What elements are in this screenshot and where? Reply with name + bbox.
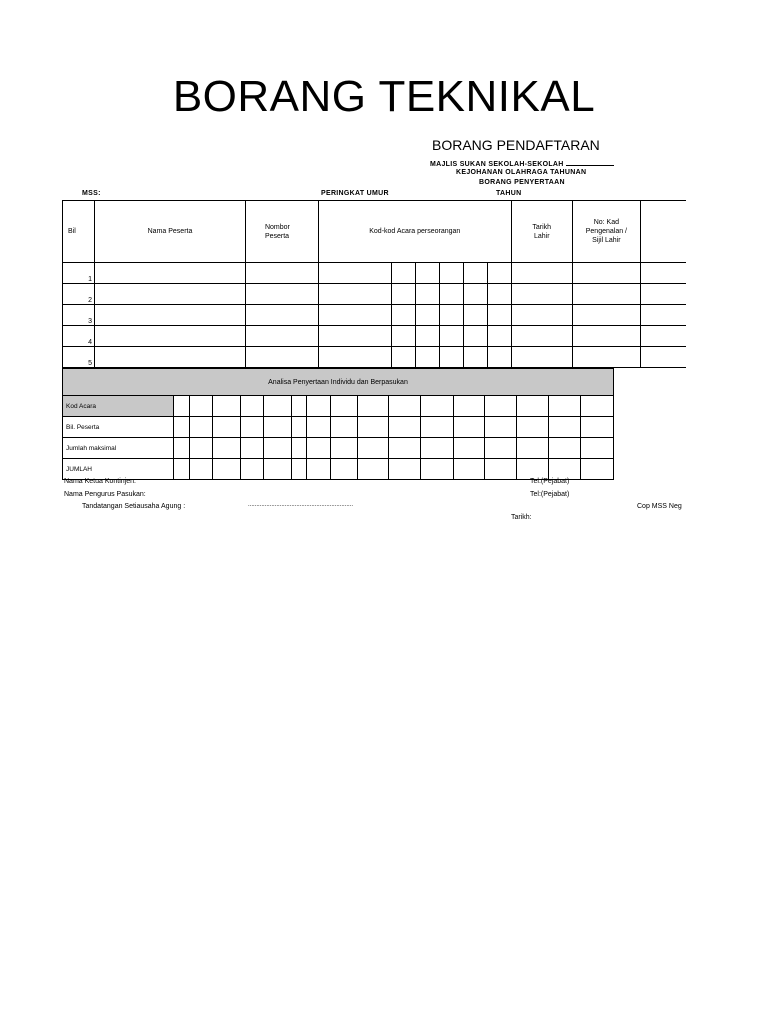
- tel-pejabat-2: Tel:(Pejabat): [530, 491, 570, 498]
- analisa-cell[interactable]: [421, 396, 454, 417]
- analisa-row-bil-peserta: [63, 417, 614, 438]
- nombor-cell[interactable]: [246, 347, 319, 368]
- tahun-label: TAHUN: [496, 190, 522, 197]
- kad-cell[interactable]: [572, 263, 640, 284]
- peringkat-umur-label: PERINGKAT UMUR: [321, 190, 389, 197]
- analisa-cell[interactable]: [240, 438, 263, 459]
- analisa-cell[interactable]: [549, 396, 581, 417]
- analisa-cell[interactable]: [549, 417, 581, 438]
- analisa-label: Bil. Peserta: [63, 417, 174, 438]
- analisa-cell[interactable]: [549, 438, 581, 459]
- nama-cell[interactable]: [94, 326, 245, 347]
- analisa-cell[interactable]: [581, 438, 614, 459]
- kod-cell[interactable]: [487, 263, 511, 284]
- kod-cell[interactable]: [463, 347, 487, 368]
- ketua-kontinjen-label: Nama Ketua Kontinjen:: [64, 478, 136, 485]
- analisa-cell[interactable]: [421, 459, 454, 480]
- analisa-cell[interactable]: [516, 417, 549, 438]
- analisa-cell[interactable]: [330, 417, 357, 438]
- tarikh-cell[interactable]: [511, 263, 572, 284]
- kod-cell[interactable]: [415, 305, 439, 326]
- row-number: 5: [63, 347, 95, 368]
- analisa-cell[interactable]: [189, 438, 212, 459]
- analisa-cell[interactable]: [174, 438, 190, 459]
- header-nama-peserta: Nama Peserta: [94, 201, 245, 263]
- kod-cell[interactable]: [318, 263, 391, 284]
- kod-cell[interactable]: [391, 347, 415, 368]
- kod-cell[interactable]: [391, 305, 415, 326]
- signature-dotted-line: ...............................................................: [248, 502, 354, 508]
- analisa-cell[interactable]: [516, 459, 549, 480]
- tarikh-cell[interactable]: [511, 347, 572, 368]
- kad-cell[interactable]: [572, 347, 640, 368]
- analisa-cell[interactable]: [189, 417, 212, 438]
- nama-cell[interactable]: [94, 263, 245, 284]
- analisa-cell[interactable]: [307, 438, 330, 459]
- borang-penyertaan-line: BORANG PENYERTAAN: [479, 179, 565, 186]
- extra-cell[interactable]: [640, 305, 686, 326]
- table-row: [63, 263, 687, 284]
- mss-label: MSS:: [82, 190, 101, 197]
- analisa-cell[interactable]: [581, 396, 614, 417]
- analisa-cell[interactable]: [213, 417, 240, 438]
- extra-cell[interactable]: [640, 326, 686, 347]
- analisa-cell[interactable]: [581, 417, 614, 438]
- form-subtitle: BORANG PENDAFTARAN: [432, 137, 600, 153]
- kod-cell[interactable]: [415, 347, 439, 368]
- kod-cell[interactable]: [487, 347, 511, 368]
- kad-cell[interactable]: [572, 305, 640, 326]
- kod-cell[interactable]: [463, 326, 487, 347]
- kod-cell[interactable]: [318, 305, 391, 326]
- analisa-cell[interactable]: [174, 396, 190, 417]
- analisa-cell[interactable]: [189, 396, 212, 417]
- analisa-label: JUMLAH: [63, 459, 174, 480]
- extra-cell[interactable]: [640, 263, 686, 284]
- analisa-cell[interactable]: [421, 438, 454, 459]
- analisa-cell[interactable]: [549, 459, 581, 480]
- analisa-row-jumlah: [63, 459, 614, 480]
- analisa-cell[interactable]: [174, 417, 190, 438]
- kejohanan-line: KEJOHANAN OLAHRAGA TAHUNAN: [456, 169, 587, 176]
- analisa-cell[interactable]: [292, 417, 307, 438]
- kod-cell[interactable]: [439, 305, 463, 326]
- analisa-cell[interactable]: [263, 417, 292, 438]
- header-kad-pengenalan: No: Kad Pengenalan / Sijil Lahir: [572, 201, 640, 263]
- nama-cell[interactable]: [94, 305, 245, 326]
- header-tarikh-lahir: Tarikh Lahir: [511, 201, 572, 263]
- row-number: 1: [63, 263, 95, 284]
- participant-table: [62, 200, 686, 368]
- kod-cell[interactable]: [391, 326, 415, 347]
- header-extra-column: [640, 201, 686, 263]
- analisa-cell[interactable]: [307, 396, 330, 417]
- kod-cell[interactable]: [439, 284, 463, 305]
- nama-cell[interactable]: [94, 284, 245, 305]
- analisa-cell[interactable]: [174, 459, 190, 480]
- header-bil: Bil: [63, 201, 95, 263]
- analisa-cell[interactable]: [189, 459, 212, 480]
- kod-cell[interactable]: [415, 263, 439, 284]
- kod-cell[interactable]: [487, 326, 511, 347]
- org-line: MAJLIS SUKAN SEKOLAH-SEKOLAH: [430, 158, 614, 168]
- table-row: [63, 347, 687, 368]
- kad-cell[interactable]: [572, 326, 640, 347]
- tarikh-label: Tarikh:: [511, 514, 532, 521]
- kod-cell[interactable]: [439, 263, 463, 284]
- kod-cell[interactable]: [391, 263, 415, 284]
- analisa-row-kod-acara: [63, 396, 614, 417]
- analisa-cell[interactable]: [454, 459, 485, 480]
- analisa-cell[interactable]: [454, 438, 485, 459]
- tarikh-cell[interactable]: [511, 305, 572, 326]
- table-row: [63, 305, 687, 326]
- kod-cell[interactable]: [487, 305, 511, 326]
- kod-cell[interactable]: [318, 347, 391, 368]
- analisa-cell[interactable]: [388, 438, 421, 459]
- analisa-cell[interactable]: [263, 396, 292, 417]
- analisa-cell[interactable]: [240, 396, 263, 417]
- analisa-cell[interactable]: [484, 417, 516, 438]
- analisa-cell[interactable]: [358, 417, 389, 438]
- row-number: 3: [63, 305, 95, 326]
- analisa-cell[interactable]: [292, 396, 307, 417]
- analisa-cell[interactable]: [307, 459, 330, 480]
- analisa-heading-row: [63, 369, 614, 396]
- tarikh-cell[interactable]: [511, 284, 572, 305]
- analisa-cell[interactable]: [358, 459, 389, 480]
- kod-cell[interactable]: [415, 284, 439, 305]
- analisa-row-jumlah-maksimal: [63, 438, 614, 459]
- table-row: [63, 326, 687, 347]
- analisa-cell[interactable]: [516, 396, 549, 417]
- kod-cell[interactable]: [318, 326, 391, 347]
- analisa-cell[interactable]: [330, 396, 357, 417]
- kod-cell[interactable]: [318, 284, 391, 305]
- analisa-table: [62, 368, 614, 480]
- header-nombor-peserta: Nombor Peserta: [246, 201, 319, 263]
- pengurus-pasukan-label: Nama Pengurus Pasukan:: [64, 491, 146, 498]
- kod-cell[interactable]: [463, 263, 487, 284]
- analisa-cell[interactable]: [358, 396, 389, 417]
- tandatangan-label: Tandatangan Setiausaha Agung :: [82, 503, 186, 510]
- tarikh-cell[interactable]: [511, 326, 572, 347]
- analisa-cell[interactable]: [330, 459, 357, 480]
- analisa-label: Jumlah maksimal: [63, 438, 174, 459]
- analisa-cell[interactable]: [213, 459, 240, 480]
- analisa-cell[interactable]: [484, 396, 516, 417]
- analisa-cell[interactable]: [454, 417, 485, 438]
- kod-cell[interactable]: [463, 305, 487, 326]
- analisa-cell[interactable]: [330, 438, 357, 459]
- analisa-cell[interactable]: [484, 438, 516, 459]
- analisa-cell[interactable]: [307, 417, 330, 438]
- analisa-cell[interactable]: [421, 417, 454, 438]
- analisa-heading: Analisa Penyertaan Individu dan Berpasukan: [63, 369, 614, 396]
- kod-cell[interactable]: [391, 284, 415, 305]
- analisa-cell[interactable]: [213, 396, 240, 417]
- analisa-cell[interactable]: [388, 459, 421, 480]
- row-number: 2: [63, 284, 95, 305]
- nombor-cell[interactable]: [246, 284, 319, 305]
- nombor-cell[interactable]: [246, 263, 319, 284]
- analisa-cell[interactable]: [213, 438, 240, 459]
- analisa-label: Kod Acara: [63, 396, 174, 417]
- analisa-cell[interactable]: [581, 459, 614, 480]
- analisa-cell[interactable]: [240, 459, 263, 480]
- cop-mss-label: Cop MSS Neg: [637, 503, 682, 510]
- analisa-cell[interactable]: [292, 459, 307, 480]
- analisa-cell[interactable]: [358, 438, 389, 459]
- analisa-cell[interactable]: [454, 396, 485, 417]
- participant-table-header: [63, 201, 687, 263]
- kod-cell[interactable]: [487, 284, 511, 305]
- nombor-cell[interactable]: [246, 326, 319, 347]
- page-title: BORANG TEKNIKAL: [172, 72, 596, 121]
- table-row: [63, 284, 687, 305]
- nombor-cell[interactable]: [246, 305, 319, 326]
- header-kod-acara: Kod-kod Acara perseorangan: [318, 201, 511, 263]
- analisa-cell[interactable]: [240, 417, 263, 438]
- kad-cell[interactable]: [572, 284, 640, 305]
- analisa-cell[interactable]: [516, 438, 549, 459]
- analisa-cell[interactable]: [263, 438, 292, 459]
- kod-cell[interactable]: [415, 326, 439, 347]
- analisa-cell[interactable]: [484, 459, 516, 480]
- nama-cell[interactable]: [94, 347, 245, 368]
- analisa-cell[interactable]: [388, 396, 421, 417]
- extra-cell[interactable]: [640, 347, 686, 368]
- kod-cell[interactable]: [463, 284, 487, 305]
- row-number: 4: [63, 326, 95, 347]
- analisa-cell[interactable]: [263, 459, 292, 480]
- kod-cell[interactable]: [439, 326, 463, 347]
- kod-cell[interactable]: [439, 347, 463, 368]
- analisa-cell[interactable]: [388, 417, 421, 438]
- org-blank-line: [566, 158, 614, 166]
- extra-cell[interactable]: [640, 284, 686, 305]
- analisa-cell[interactable]: [292, 438, 307, 459]
- tel-pejabat-1: Tel:(Pejabat): [530, 478, 570, 485]
